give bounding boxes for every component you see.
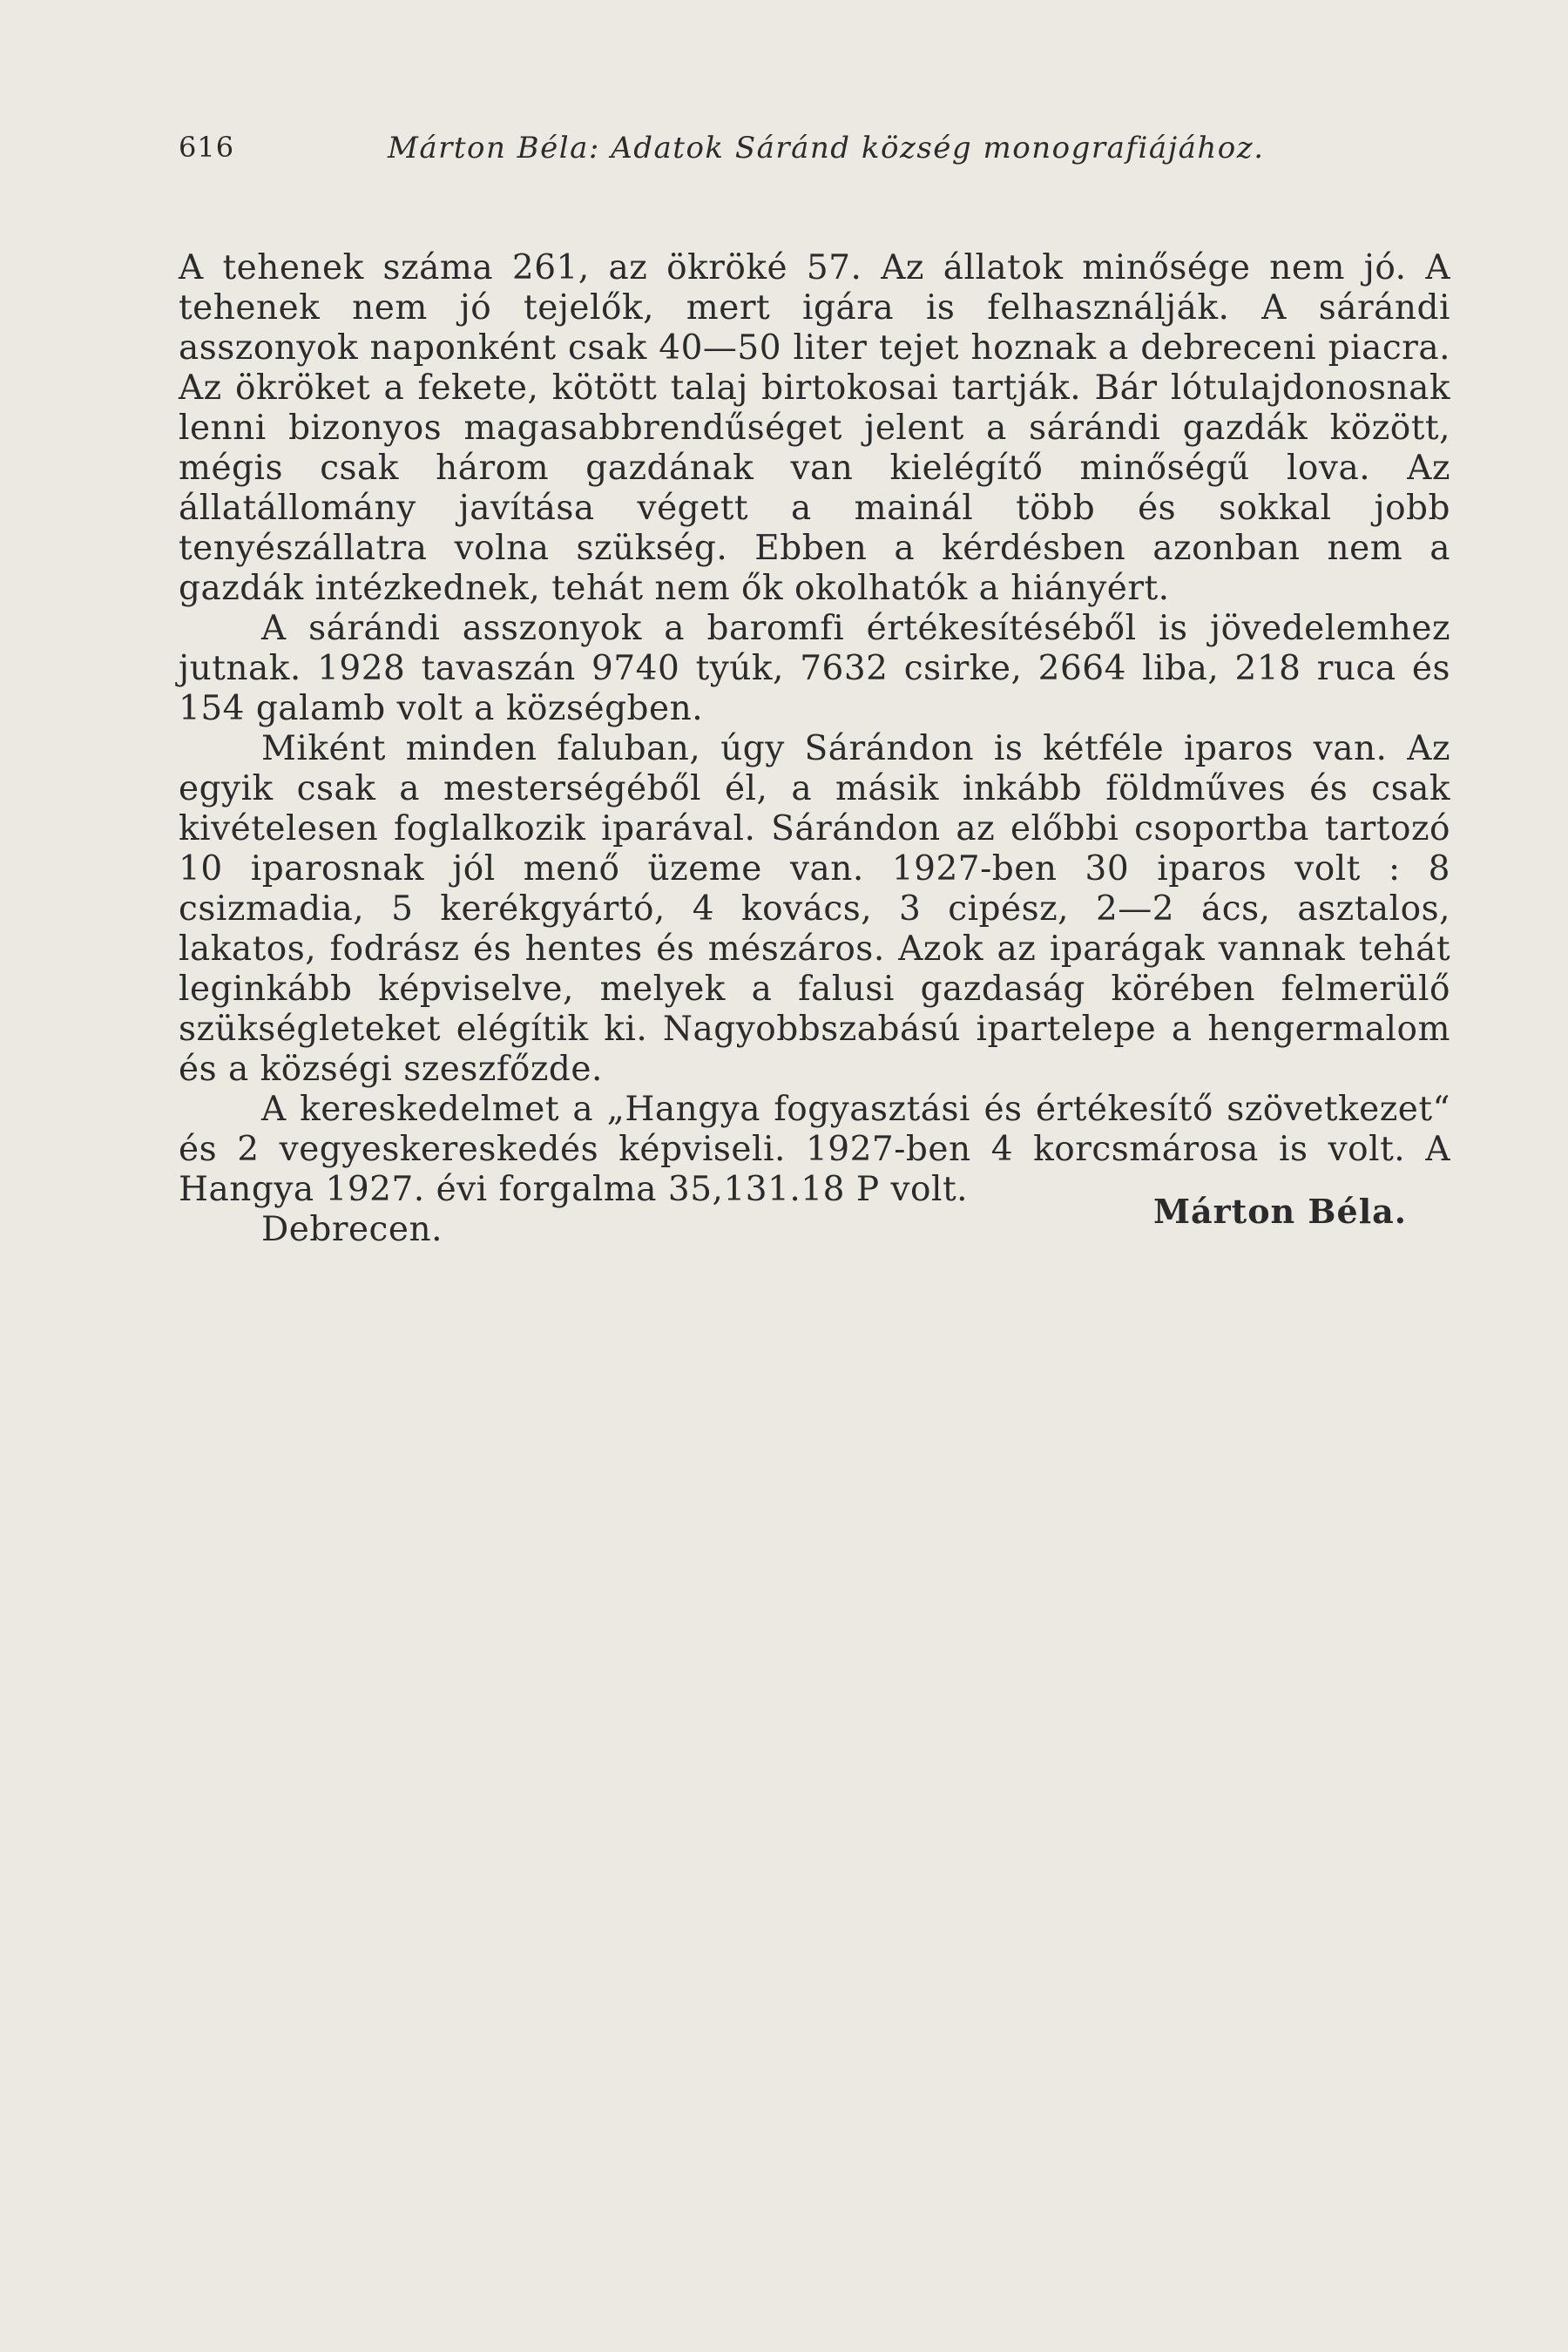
paragraph-livestock: A tehenek száma 261, az ökröké 57. Az állatok minősége nem jó. A tehenek nem jó tejelők, mert igára is felhasználják. A sárándi asszonyok naponként csak 40—50 liter tejet hoznak a debreceni piacra. Az ökröket a fekete, kötött talaj birtokosai tartják. Bár lótulajdonosnak lenni bizonyos magasabbrendűséget jelent a sárándi gazdák között, mégis csak három gazdának van kielégítő minőségű lova. Az állatállomány javítása végett a mainál több és sokkal jobb tenyészállatra volna szükség. Ebben a kérdésben azonban nem a gazdák intézkednek, tehát nem ők okolhatók a hiányért. [179, 248, 1450, 608]
page-header [179, 131, 1450, 183]
place-line: Debrecen. [261, 1210, 443, 1249]
paragraph-craftsmen: Miként minden faluban, úgy Sárándon is kétféle iparos van. Az egyik csak a mesterségéből él, a másik inkább földműves és csak kivételesen foglalkozik iparával. Sárándon az előbbi csoportba tartozó 10 iparosnak jól menő üzeme van. 1927-ben 30 iparos volt : 8 csizmadia, 5 kerékgyártó, 4 kovács, 3 cipész, 2—2 ács, asztalos, lakatos, fodrász és hentes és mészáros. Azok az iparágak vannak tehát leginkább képviselve, melyek a falusi gazdaság körében felmerülő szükségleteket elégítik ki. Nagyobbszabású ipartelepe a hengermalom és a községi szeszfőzde. [179, 729, 1450, 1089]
running-title: Márton Béla: Adatok Sáránd község monografiájához. [388, 131, 1265, 166]
paragraph-commerce: A kereskedelmet a „Hangya fogyasztási és értékesítő szövetkezet“ és 2 vegyeskereskedés képviseli. 1927-ben 4 korcsmárosa is volt. A Hangya 1927. évi forgalma 35,131.18 P volt. [179, 1090, 1450, 1209]
paragraph-poultry: A sárándi asszonyok a baromfi értékesítéséből is jövedelemhez jutnak. 1928 tavaszán 9740 tyúk, 7632 csirke, 2664 liba, 218 ruca és 154 galamb volt a községben. [179, 609, 1450, 728]
article-body [179, 248, 1450, 1250]
page-number: 616 [179, 131, 235, 164]
author-signature: Márton Béla. [1152, 1192, 1407, 1231]
